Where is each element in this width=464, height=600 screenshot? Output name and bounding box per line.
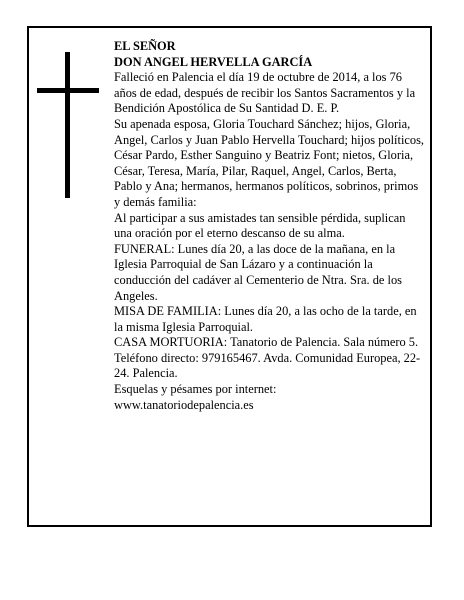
website-url: www.tanatoriodepalencia.es [114,397,254,412]
funeral-home-info: CASA MORTUORIA: Tanatorio de Palencia. Sala número 5. Teléfono directo: 979165467. Avda. Comunidad Europea, 22-24. Palencia. [114,335,421,381]
notice-title-line1: EL SEÑOR [114,39,176,53]
funeral-info: FUNERAL: Lunes día 20, a las doce de la mañana, en la Iglesia Parroquial de San Lázaro y a continuación la conducción del cadáver al Cementerio de Ntra. Sra. de los Angeles. [114,241,402,303]
family-list: Su apenada esposa, Gloria Touchard Sánchez; hijos, Gloria, Angel, Carlos y Juan Pablo Hervella Touchard; hijos políticos, César Pardo, Esther Sanguino y Beatriz Font; nietos, Gloria, César, Teresa, María, Pilar, Raquel, Angel, Carlos, Berta, Pablo y Ana; hermanos, hermanos políticos, sobrinos, primos y demás familia: [114,116,424,209]
death-announcement: Falleció en Palencia el día 19 de octubre de 2014, a los 76 años de edad, después de recibir los Santos Sacramentos y la Bendición Apostólica de Su Santidad D. E. P. [114,70,416,116]
cross-icon [37,52,99,198]
obituary-text [114,39,426,413]
family-mass-info: MISA DE FAMILIA: Lunes día 20, a las ocho de la tarde, en la misma Iglesia Parroquial. [114,304,417,334]
cross-horizontal-bar [37,88,99,93]
prayer-request: Al participar a sus amistades tan sensible pérdida, suplican una oración por el eterno descanso de su alma. [114,210,406,241]
internet-condolences-label: Esquelas y pésames por internet: [114,382,277,397]
notice-title-line2: DON ANGEL HERVELLA GARCÍA [114,54,313,69]
cross-vertical-bar [65,52,70,198]
